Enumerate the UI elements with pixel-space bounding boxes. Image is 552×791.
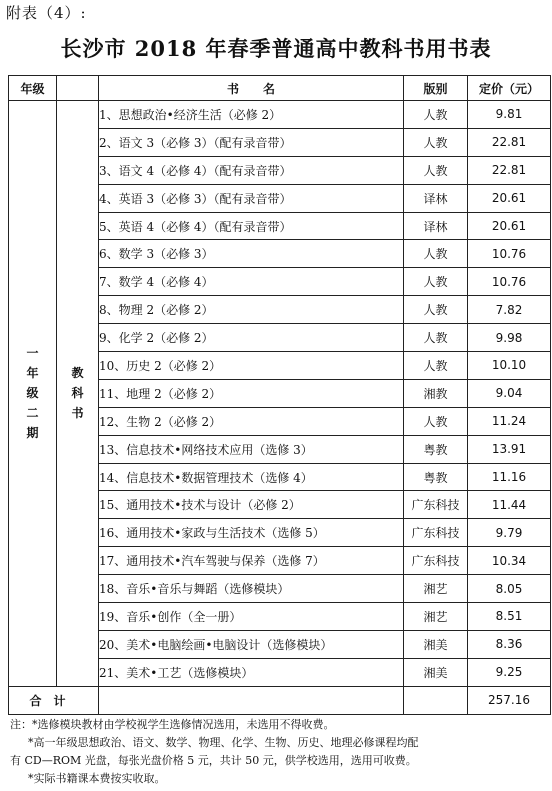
edition-cell: 人教 xyxy=(404,296,468,324)
footnotes xyxy=(10,716,545,788)
book-name-cell: 4、英语 3（必修 3）（配有录音带） xyxy=(99,184,404,212)
book-name-cell: 16、通用技术•家政与生活技术（选修 5） xyxy=(99,519,404,547)
edition-cell: 人教 xyxy=(404,240,468,268)
edition-cell: 人教 xyxy=(404,128,468,156)
book-name-cell: 18、音乐•音乐与舞蹈（选修模块） xyxy=(99,575,404,603)
book-name-cell: 14、信息技术•数据管理技术（选修 4） xyxy=(99,463,404,491)
book-name-cell: 8、物理 2（必修 2） xyxy=(99,296,404,324)
category-label: 教科书 xyxy=(71,366,84,421)
book-name-cell: 5、英语 4（必修 4）（配有录音带） xyxy=(99,212,404,240)
edition-cell: 人教 xyxy=(404,352,468,380)
header-grade: 年级 xyxy=(9,76,57,101)
book-name-cell: 13、信息技术•网络技术应用（选修 3） xyxy=(99,435,404,463)
edition-cell: 湘美 xyxy=(404,630,468,658)
total-row xyxy=(9,686,551,714)
edition-cell: 湘艺 xyxy=(404,575,468,603)
edition-cell: 粤教 xyxy=(404,463,468,491)
price-cell: 10.10 xyxy=(468,352,551,380)
header-price: 定价（元） xyxy=(468,76,551,101)
edition-cell: 人教 xyxy=(404,101,468,129)
header-book-name: 书 名 xyxy=(99,76,404,101)
book-name-cell: 7、数学 4（必修 4） xyxy=(99,268,404,296)
price-cell: 9.79 xyxy=(468,519,551,547)
price-cell: 9.04 xyxy=(468,379,551,407)
price-cell: 20.61 xyxy=(468,212,551,240)
grade-cell xyxy=(9,101,57,687)
edition-cell: 广东科技 xyxy=(404,491,468,519)
price-cell: 10.34 xyxy=(468,547,551,575)
book-name-cell: 20、美术•电脑绘画•电脑设计（选修模块） xyxy=(99,630,404,658)
price-cell: 9.98 xyxy=(468,324,551,352)
edition-cell: 湘艺 xyxy=(404,603,468,631)
total-label: 合计 xyxy=(9,686,99,714)
book-name-cell: 11、地理 2（必修 2） xyxy=(99,379,404,407)
edition-cell: 人教 xyxy=(404,268,468,296)
price-cell: 20.61 xyxy=(468,184,551,212)
edition-cell: 广东科技 xyxy=(404,547,468,575)
price-cell: 22.81 xyxy=(468,128,551,156)
book-name-cell: 2、语文 3（必修 3）（配有录音带） xyxy=(99,128,404,156)
price-cell: 22.81 xyxy=(468,156,551,184)
price-cell: 11.44 xyxy=(468,491,551,519)
price-cell: 7.82 xyxy=(468,296,551,324)
price-cell: 8.05 xyxy=(468,575,551,603)
price-cell: 10.76 xyxy=(468,268,551,296)
book-name-cell: 1、思想政治•经济生活（必修 2） xyxy=(99,101,404,129)
book-name-cell: 3、语文 4（必修 4）（配有录音带） xyxy=(99,156,404,184)
edition-cell: 人教 xyxy=(404,156,468,184)
edition-cell: 广东科技 xyxy=(404,519,468,547)
edition-cell: 译林 xyxy=(404,212,468,240)
book-name-cell: 17、通用技术•汽车驾驶与保养（选修 7） xyxy=(99,547,404,575)
total-empty-edition xyxy=(404,686,468,714)
table-header-row xyxy=(9,76,551,101)
category-cell xyxy=(57,101,99,687)
note-line: 有 CD—ROM 光盘，每张光盘价格 5 元，共计 50 元，供学校选用，选用可收费。 xyxy=(10,754,417,767)
table-body xyxy=(9,101,551,687)
edition-cell: 粤教 xyxy=(404,435,468,463)
price-cell: 8.36 xyxy=(468,630,551,658)
price-cell: 13.91 xyxy=(468,435,551,463)
book-name-cell: 15、通用技术•技术与设计（必修 2） xyxy=(99,491,404,519)
total-empty-name xyxy=(99,686,404,714)
table-row xyxy=(9,101,551,129)
edition-cell: 人教 xyxy=(404,407,468,435)
book-name-cell: 19、音乐•创作（全一册） xyxy=(99,603,404,631)
edition-cell: 湘美 xyxy=(404,658,468,686)
textbook-table xyxy=(8,75,551,715)
grade-label: 一年级二期 xyxy=(26,346,39,441)
price-cell: 11.16 xyxy=(468,463,551,491)
header-category xyxy=(57,76,99,101)
total-value: 257.16 xyxy=(468,686,551,714)
book-name-cell: 9、化学 2（必修 2） xyxy=(99,324,404,352)
note-line: *实际书籍课本费按实收取。 xyxy=(28,772,166,785)
price-cell: 8.51 xyxy=(468,603,551,631)
edition-cell: 湘教 xyxy=(404,379,468,407)
book-name-cell: 21、美术•工艺（选修模块） xyxy=(99,658,404,686)
price-cell: 10.76 xyxy=(468,240,551,268)
document-title: 长沙市 2018 年春季普通高中教科书用书表 xyxy=(60,36,492,61)
note-line: 注：*选修模块教材由学校视学生选修情况选用，未选用不得收费。 xyxy=(10,718,335,731)
header-edition: 版别 xyxy=(404,76,468,101)
edition-cell: 人教 xyxy=(404,324,468,352)
note-line: *高一年级思想政治、语文、数学、物理、化学、生物、历史、地理必修课程均配 xyxy=(28,736,419,749)
book-name-cell: 10、历史 2（必修 2） xyxy=(99,352,404,380)
edition-cell: 译林 xyxy=(404,184,468,212)
price-cell: 9.81 xyxy=(468,101,551,129)
book-name-cell: 12、生物 2（必修 2） xyxy=(99,407,404,435)
price-cell: 9.25 xyxy=(468,658,551,686)
attachment-label: 附表（4）: xyxy=(6,4,87,22)
price-cell: 11.24 xyxy=(468,407,551,435)
book-name-cell: 6、数学 3（必修 3） xyxy=(99,240,404,268)
